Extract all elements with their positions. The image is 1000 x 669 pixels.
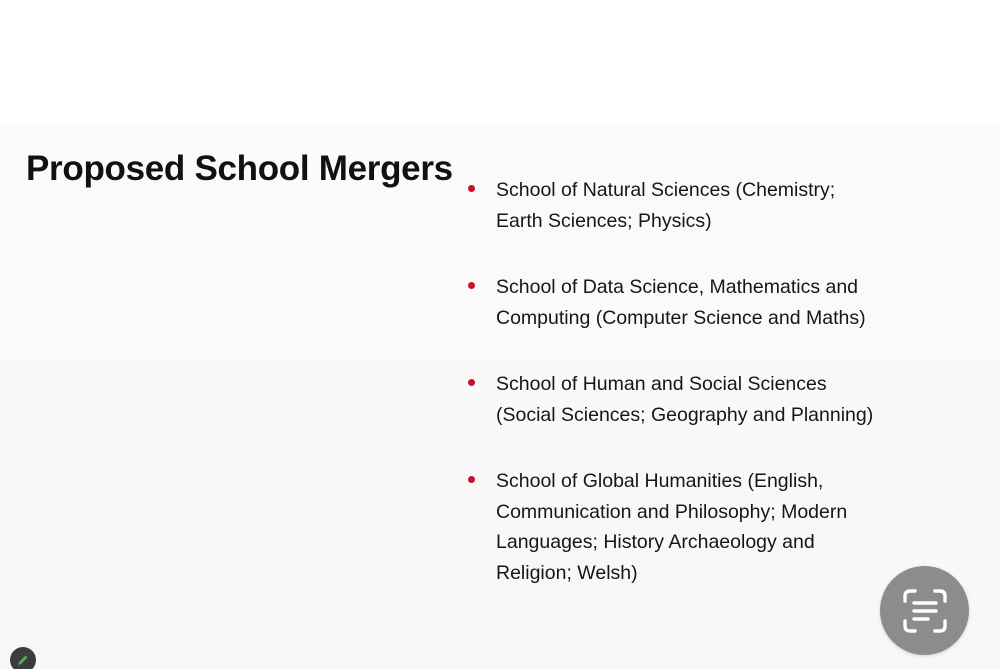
bullet-text: School of Human and Social Sciences (Social Sciences; Geography and Planning)	[496, 373, 874, 426]
text-scan-icon	[900, 586, 950, 636]
bullet-dot	[468, 282, 475, 289]
pen-tool-button[interactable]	[10, 647, 36, 669]
bullet-item	[466, 175, 886, 236]
bullet-list	[466, 175, 886, 624]
bullet-dot	[468, 476, 475, 483]
slide-title: Proposed School Mergers	[26, 149, 453, 188]
bullet-item	[466, 272, 886, 333]
presentation-slide	[0, 124, 1000, 669]
bullet-text: School of Data Science, Mathematics and Computing (Computer Science and Maths)	[496, 276, 866, 329]
bullet-item	[466, 466, 886, 588]
bullet-text: School of Global Humanities (English, Communication and Philosophy; Modern Languages; History Archaeology and Religion; Welsh)	[496, 470, 848, 584]
pen-icon	[16, 653, 30, 667]
bullet-dot	[468, 379, 475, 386]
bullet-item	[466, 369, 886, 430]
bullet-text: School of Natural Sciences (Chemistry; Earth Sciences; Physics)	[496, 179, 836, 232]
bullet-dot	[468, 185, 475, 192]
live-text-scan-button[interactable]	[880, 566, 969, 655]
